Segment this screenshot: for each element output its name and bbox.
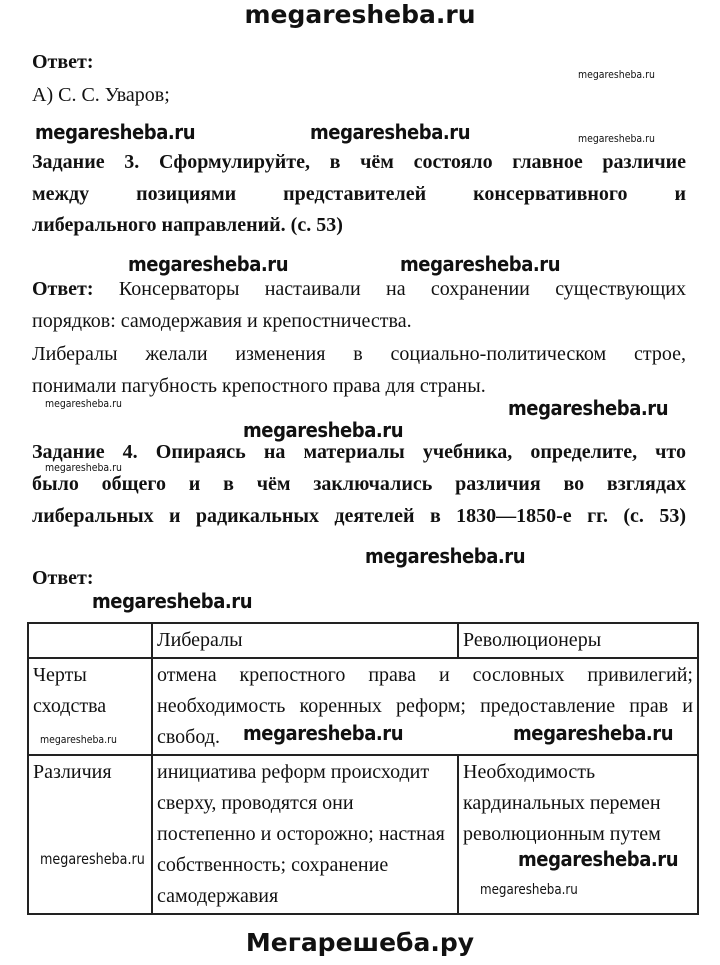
- watermark: megaresheba.ru: [45, 461, 122, 474]
- site-header: megaresheba.ru: [244, 0, 476, 29]
- answer-1: А) С. С. Уваров;: [32, 84, 170, 106]
- watermark: megaresheba.ru: [400, 252, 561, 276]
- watermark: megaresheba.ru: [578, 68, 655, 81]
- task4-line: либеральных и радикальных деятелей в 1830—1850-е гг. (с. 53): [32, 505, 686, 527]
- watermark: megaresheba.ru: [578, 132, 655, 145]
- answer3-line: порядков: самодержавия и крепостничества.: [32, 310, 412, 332]
- watermark: megaresheba.ru: [40, 850, 145, 868]
- similarities-text: отмена крепостного права и сословных привилегий; необходимость коренных реформ; предоставление прав и свобод.: [152, 658, 698, 755]
- row-label-similarities: Черты сходства: [28, 658, 152, 755]
- answer3-line: Либералы желали изменения в социально-политическом строе,: [32, 343, 686, 365]
- table-header-empty: [28, 623, 152, 658]
- site-footer: Мегарешеба.ру: [245, 928, 475, 957]
- task3-line: Задание 3. Сформулируйте, в чём состояло главное различие: [32, 151, 686, 173]
- comparison-table: [27, 622, 699, 915]
- watermark: megaresheba.ru: [310, 120, 471, 144]
- table-header-revolutionaries: Революционеры: [458, 623, 698, 658]
- watermark: megaresheba.ru: [513, 721, 674, 745]
- answer3-line: [32, 279, 686, 300]
- task3-line: между позициями представителей консервативного и: [32, 183, 686, 205]
- liberals-differences: инициатива реформ происходит сверху, проводятся они постепенно и осторожно; настная собственность; сохранение самодержавия: [152, 755, 458, 914]
- watermark: megaresheba.ru: [480, 882, 578, 898]
- watermark: megaresheba.ru: [92, 589, 253, 613]
- watermark: megaresheba.ru: [35, 120, 196, 144]
- watermark: megaresheba.ru: [518, 847, 679, 871]
- watermark: megaresheba.ru: [40, 733, 117, 746]
- task4-line: Задание 4. Опираясь на материалы учебника, определите, что: [32, 441, 686, 463]
- answer-label: Ответ:: [32, 51, 94, 73]
- watermark: megaresheba.ru: [365, 544, 526, 568]
- watermark: megaresheba.ru: [128, 252, 289, 276]
- watermark: megaresheba.ru: [243, 721, 404, 745]
- watermark: megaresheba.ru: [508, 396, 669, 420]
- answer4-label: Ответ:: [32, 567, 94, 589]
- task4-line: было общего и в чём заключались различия во взглядах: [32, 473, 686, 495]
- task3-line: либерального направлений. (с. 53): [32, 214, 343, 236]
- answer3-text: Консерваторы настаивали на сохранении существующих: [118, 278, 686, 300]
- revolutionaries-differences: Необходимость кардинальных перемен революционным путем: [458, 755, 698, 914]
- watermark: megaresheba.ru: [243, 418, 404, 442]
- answer3-line: понимали пагубность крепостного права для страны.: [32, 375, 486, 397]
- watermark: megaresheba.ru: [45, 397, 122, 410]
- table-header-liberals: Либералы: [152, 623, 458, 658]
- row-label-differences: Различия: [28, 755, 152, 914]
- answer3-label: Ответ:: [32, 278, 94, 300]
